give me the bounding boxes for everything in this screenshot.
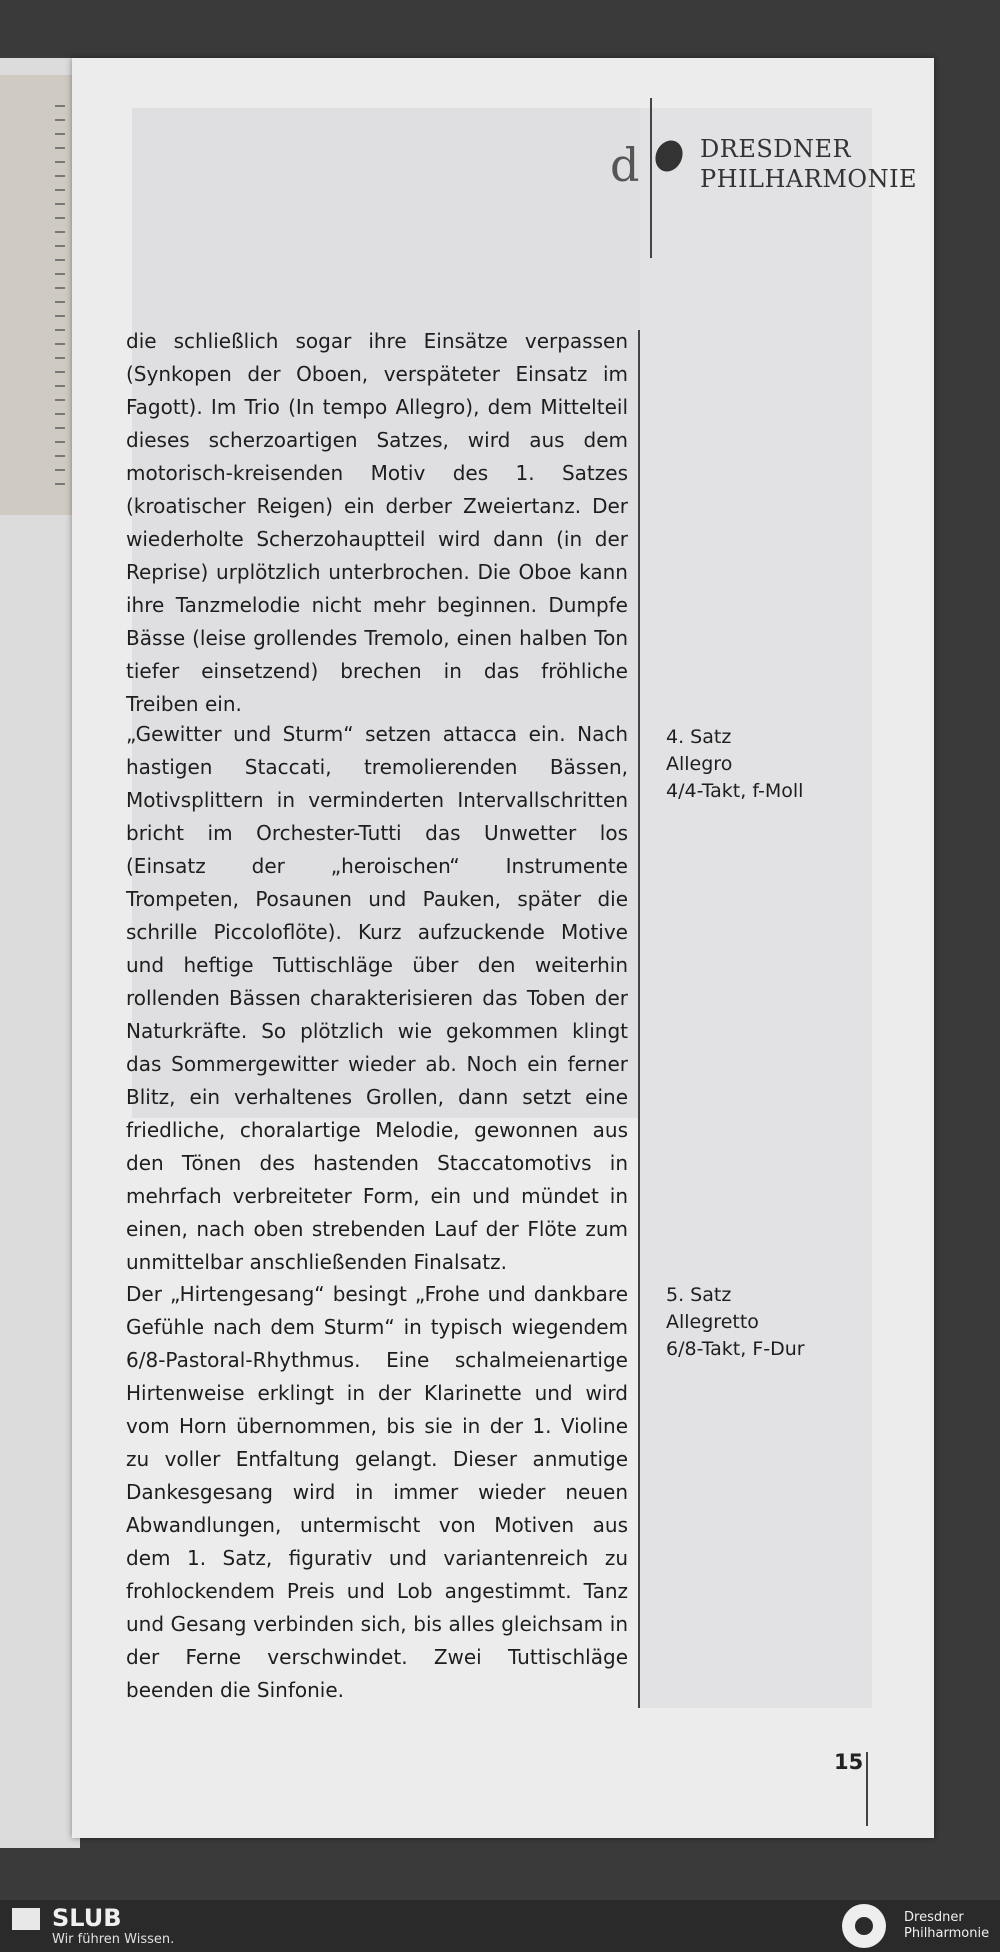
paragraph-shepherd-song: Der „Hirtengesang“ besingt „Frohe und dankbare Gefühle nach dem Sturm“ in typisch wiegendem 6/8-Pastoral-Rhythmus. Eine schalmeienartige Hirtenweise erklingt in der Klarinette und wird vom Horn übernommen, bis sie in der 1. Violine zu voller Entfaltung gelangt. Dieser anmutige Dankesgesang wird in immer wieder neuen Abwandlungen, untermischt von Motiven aus dem 1. Satz, figurativ und variantenreich zu frohlockendem Preis und Lob angestimmt. Tanz und Gesang verbinden sich, bis alles gleichsam in der Ferne verschwindet. Zwei Tuttischläge beenden die Sinfonie.: [126, 1282, 628, 1702]
library-name[interactable]: SLUB: [52, 1904, 122, 1932]
paragraph-storm: „Gewitter und Sturm“ setzen attacca ein. Nach hastigen Staccati, tremolierenden Bässen, Motivsplittern in verminderten Intervallschritten bricht im Orchester-Tutti das Unwetter los (Einsatz der „heroischen“ Instrumente Trompeten, Posaunen und Pauken, später die schrille Piccoloflöte). Kurz aufzuckende Motive und heftige Tuttischläge über den weiterhin rollenden Bässen charakterisieren das Toben der Naturkräfte. So plötzlich wie gekommen klingt das Sommergewitter wieder ab. Noch ein ferner Blitz, ein verhaltenes Grollen, dann setzt eine friedliche, choralartige Melodie, gewonnen aus den Tönen des hastenden Staccatomotivs in mehrfach verbreiteter Form, ein und mündet in einen, nach oben strebenden Lauf der Flöte zum unmittelbar anschließenden Finalsatz.: [126, 722, 628, 1274]
sidebar-shade: [640, 108, 872, 1708]
logo-d-glyph: d: [610, 138, 640, 192]
dresdner-philharmonie-logo: [610, 98, 918, 258]
paragraph-scherzo: die schließlich sogar ihre Einsätze verpassen (Synkopen der Oboen, verspäteter Einsatz im Fagott). Im Trio (In tempo Allegro), dem Mittelteil dieses scherzoartigen Satzes, wird aus dem motorisch-kreisenden Motiv des 1. Satzes (kroatischer Reigen) ein derber Zweiertanz. Der wiederholte Scherzohauptteil wird dann (in der Reprise) urplötzlich unterbrochen. Die Oboe kann ihre Tanzmelodie nicht mehr beginnen. Dumpfe Bässe (leise grollendes Tremolo, einen halben Ton tiefer einsetzend) brechen in das fröhliche Treiben ein.: [126, 329, 628, 716]
logo-line-2: PHILHARMONIE: [700, 165, 918, 193]
movement-tempo: Allegro: [666, 753, 733, 775]
movement-5-note: [666, 1282, 805, 1363]
movement-meter: 6/8-Takt, F-Dur: [666, 1338, 805, 1360]
logo-vertical-line: [650, 98, 652, 258]
logo-dot: [650, 136, 687, 176]
philharmonie-emblem-center: [855, 1917, 873, 1935]
partner-line-2: Philharmonie: [904, 1926, 990, 1941]
movement-label: 4. Satz: [666, 726, 732, 748]
logo-line-1: DRESDNER: [700, 135, 852, 163]
movement-4-note: [666, 724, 803, 805]
page-number-rule: [866, 1752, 868, 1826]
movement-label: 5. Satz: [666, 1284, 732, 1306]
page-number: 15: [834, 1750, 864, 1774]
adjacent-manuscript-image: [0, 75, 74, 515]
logo-text: [700, 134, 917, 194]
footer-bar: [0, 1900, 1000, 1952]
library-slogan: Wir führen Wissen.: [52, 1932, 175, 1947]
movement-tempo: Allegretto: [666, 1311, 759, 1333]
partner-line-1: Dresdner: [904, 1910, 964, 1925]
movement-meter: 4/4-Takt, f-Moll: [666, 780, 804, 802]
slub-book-icon: [12, 1908, 40, 1930]
partner-logo-text[interactable]: [904, 1910, 989, 1942]
column-divider: [638, 330, 640, 1708]
